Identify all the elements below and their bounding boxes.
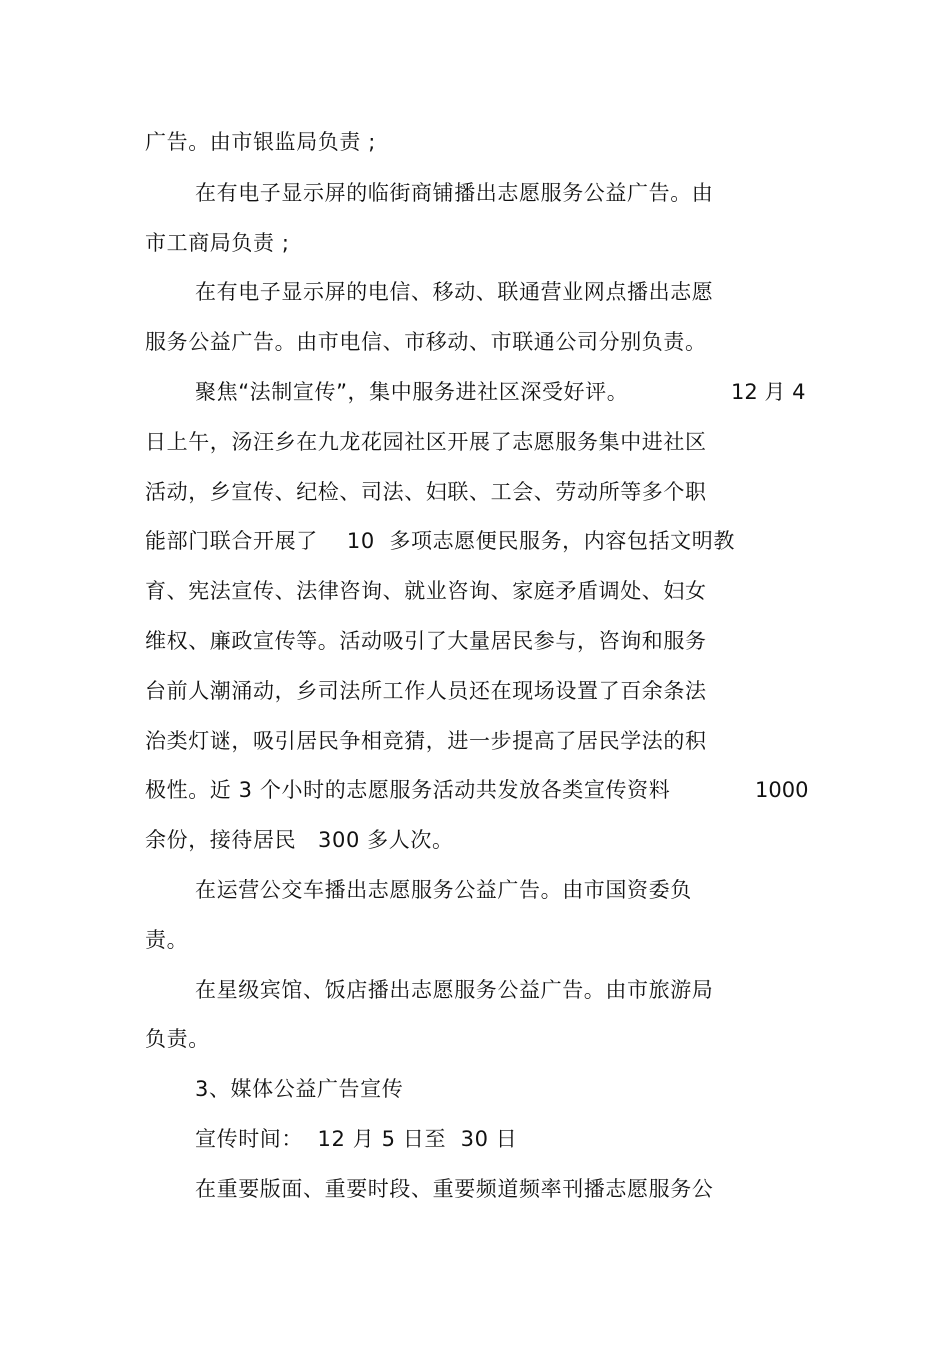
text-line: 日上午，汤汪乡在九龙花园社区开展了志愿服务集中进社区 [145, 430, 707, 454]
text-line: 治类灯谜，吸引居民争相竞猜，进一步提高了居民学法的积 [145, 729, 707, 753]
text-line: 服务公益广告。由市电信、市移动、市联通公司分别负责。 [145, 330, 707, 354]
text-line: 余份，接待居民 300 多人次。 [145, 828, 454, 852]
paragraph-first-line: 聚焦“法制宣传”，集中服务进社区深受好评。 [195, 380, 629, 404]
text-line: 台前人潮涌动，乡司法所工作人员还在现场设置了百余条法 [145, 679, 707, 703]
paragraph-first-line: 在重要版面、重要时段、重要频道频率刊播志愿服务公 [195, 1177, 714, 1201]
paragraph-first-line: 宣传时间： 12 月 5 日至 30 日 [195, 1127, 518, 1151]
text-line: 负责。 [145, 1027, 210, 1051]
paragraph-first-line: 在有电子显示屏的电信、移动、联通营业网点播出志愿 [195, 280, 714, 304]
paragraph-first-line: 在星级宾馆、饭店播出志愿服务公益广告。由市旅游局 [195, 978, 714, 1002]
date-fragment: 12 月 4 [731, 380, 806, 404]
paragraph-first-line: 在运营公交车播出志愿服务公益广告。由市国资委负 [195, 878, 692, 902]
text-line: 极性。近 3 个小时的志愿服务活动共发放各类宣传资料 [145, 778, 671, 802]
text-line: 活动，乡宣传、纪检、司法、妇联、工会、劳动所等多个职 [145, 480, 707, 504]
text-line: 能部门联合开展了 10 多项志愿便民服务，内容包括文明教 [145, 529, 735, 553]
paragraph-first-line: 在有电子显示屏的临街商铺播出志愿服务公益广告。由 [195, 181, 714, 205]
text-line: 责。 [145, 928, 189, 952]
text-line: 广告。由市银监局负责 ; [145, 130, 376, 154]
text-line: 维权、廉政宣传等。活动吸引了大量居民参与，咨询和服务 [145, 629, 707, 653]
section-heading: 3、媒体公益广告宣传 [195, 1077, 404, 1101]
text-line: 市工商局负责 ; [145, 231, 290, 255]
number-fragment: 1000 [755, 778, 809, 802]
text-line: 育、宪法宣传、法律咨询、就业咨询、家庭矛盾调处、妇女 [145, 579, 707, 603]
